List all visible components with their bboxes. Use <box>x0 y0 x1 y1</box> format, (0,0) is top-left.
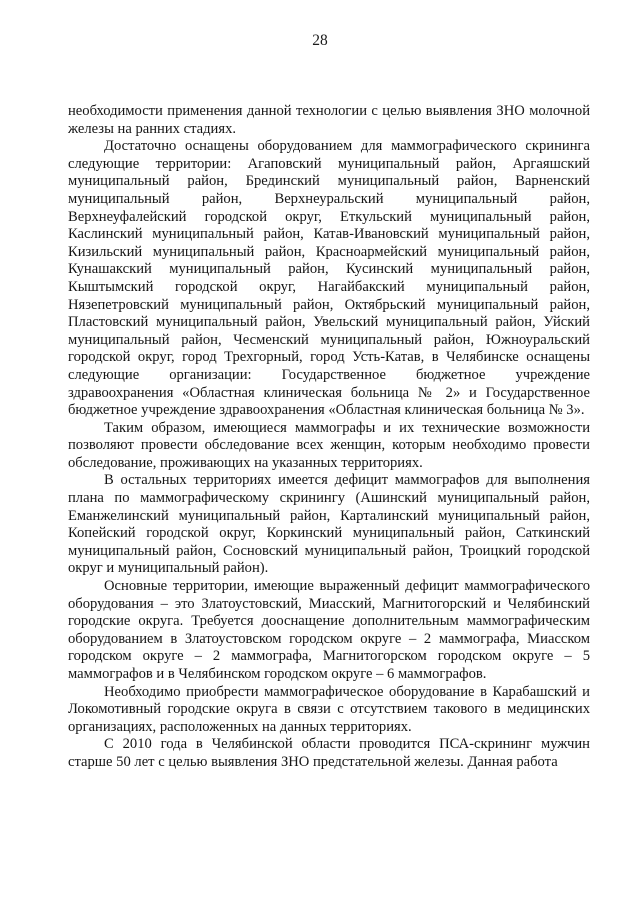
paragraph-2: Достаточно оснащены оборудованием для маммографического скрининга следующие территории: Агаповский муниципальный район, Аргаяшский муниципальный район, Брединский муниципальный район, Варненский муниципальный район, Верхнеуральский муниципальный район, Верхнеуфалейский городской округ, Еткульский муниципальный район, Каслинский муниципальный район, Катав-Ивановский муниципальный район, Кизильский муниципальный район, Красноармейский муниципальный район, Кунашакский муниципальный район, Кусинский муниципальный район, Кыштымский городской округ, Нагайбакский муниципальный район, Нязепетровский муниципальный район, Октябрьский муниципальный район, Пластовский муниципальный район, Увельский муниципальный район, Уйский муниципальный район, Чесменский муниципальный район, Южноуральский городской округ, город Трехгорный, город Усть-Катав, в Челябинске оснащены следующие организации: Государственное бюджетное учреждение здравоохранения «Областная клиническая больница № 2» и Государственное бюджетное учреждение здравоохранения «Областная клиническая больница № 3». <box>68 138 590 419</box>
paragraph-4: В остальных территориях имеется дефицит маммографов для выполнения плана по маммографическому скринингу (Ашинский муниципальный район, Еманжелинский муниципальный район, Карталинский муниципальный район, Копейский городской округ, Коркинский муниципальный район, Саткинский муниципальный район, Сосновский муниципальный район, Троицкий городской округ и муниципальный район). <box>68 472 590 577</box>
paragraph-3: Таким образом, имеющиеся маммографы и их технические возможности позволяют провести обследование всех женщин, которым необходимо провести обследование, проживающих на указанных территориях. <box>68 419 590 471</box>
document-body <box>68 103 590 772</box>
paragraph-7: С 2010 года в Челябинской области проводится ПСА-скрининг мужчин старше 50 лет с целью выявления ЗНО предстательной железы. Данная работа <box>68 736 590 770</box>
page-number: 28 <box>312 32 328 49</box>
paragraph-1: необходимости применения данной технологии с целью выявления ЗНО молочной железы на ранних стадиях. <box>68 103 590 137</box>
paragraph-5: Основные территории, имеющие выраженный дефицит маммографического оборудования – это Златоустовский, Миасский, Магнитогорский и Челябинский городские округа. Требуется дооснащение дополнительным маммографическим оборудованием в Златоустовском городском округе – 2 маммографа, Миасском городском округе – 2 маммографа, Магнитогорском городском округе – 5 маммографов и в Челябинском городском округе – 6 маммографов. <box>68 578 590 682</box>
paragraph-6: Необходимо приобрести маммографическое оборудование в Карабашский и Локомотивный городские округа в связи с отсутствием такового в медицинских организациях, расположенных на данных территориях. <box>68 683 590 735</box>
